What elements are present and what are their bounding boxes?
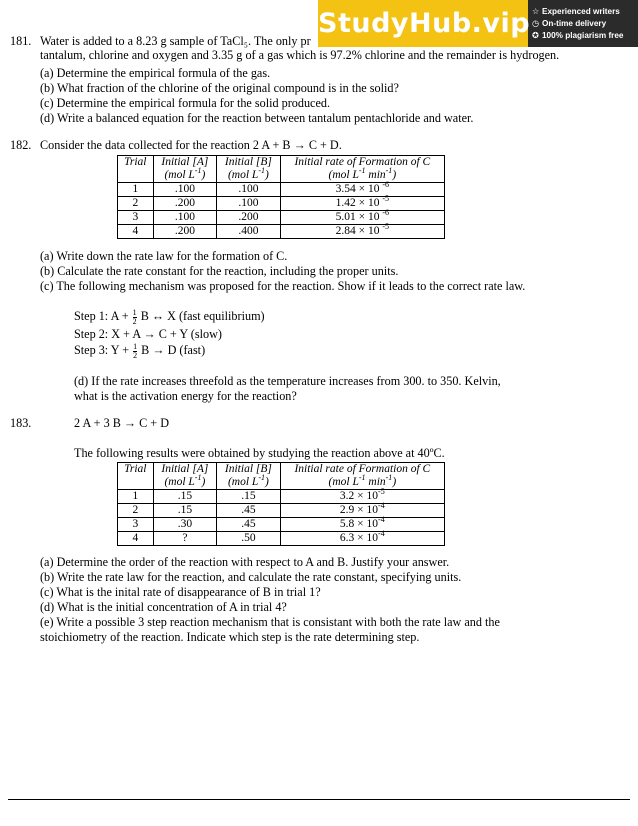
feature-list (532, 6, 623, 42)
q181-line2: tantalum, chlorine and oxygen and 3.35 g of a gas which is 97.2% chlorine and the remainder is hydrogen. (40, 48, 560, 62)
q181-line1: Water is added to a 8.23 g sample of TaCl₅. The only pr (40, 34, 311, 48)
col-initial-a: Initial [A] (153, 463, 217, 477)
col-rate: Initial rate of Formation of C (280, 463, 444, 477)
q182-part-c: (c) The following mechanism was proposed for the reaction. Show if it leads to the correct rate law. (40, 279, 526, 293)
col-initial-a: Initial [A] (153, 156, 217, 170)
q183-part-d: (d) What is the initial concentration of A in trial 4? (40, 600, 287, 614)
mechanism-step-3: Step 3: Y + $\frac{1}{2}$ B → D (fast) (74, 342, 206, 360)
q183-part-e-line2: stoichiometry of the reaction. Indicate which step is the rate determining step. (40, 630, 420, 644)
col-trial-unit (118, 476, 154, 490)
col-trial: Trial (118, 156, 154, 170)
table-row: 3 .30 .45 $5.8 \times 10^{-4}$ (118, 518, 445, 532)
q182-part-d-line2: what is the activation energy for the reaction? (74, 389, 297, 403)
q182-data-table (117, 155, 445, 239)
table-row: 4 .200 .400 2.84 × 10 $^{-5}$ (118, 225, 445, 239)
q182-part-a: (a) Write down the rate law for the formation of C. (40, 249, 288, 263)
table-row: 2 .200 .100 1.42 × 10 $^{-5}$ (118, 197, 445, 211)
col-initial-b-unit: (mol $L^{-1}$) (217, 169, 281, 183)
q182-intro: Consider the data collected for the reaction 2 A + B → C + D. (40, 138, 342, 152)
table-row: 1 .15 .15 $3.2 \times 10^{-5}$ (118, 490, 445, 504)
table-row: 1 .100 .100 3.54 × 10 $^{-6}$ (118, 183, 445, 197)
q183-intro: The following results were obtained by studying the reaction above at 40ºC. (74, 446, 445, 460)
table-row: 4 ? .50 $6.3 \times 10^{-4}$ (118, 532, 445, 546)
mechanism-step-1: Step 1: A + $\frac{1}{2}$ B ↔ X (fast equilibrium) (74, 308, 265, 326)
q182-part-d-line1: (d) If the rate increases threefold as the temperature increases from 300. to 350. Kelvin, (74, 374, 501, 388)
q181-part-b: (b) What fraction of the chlorine of the original compound is in the solid? (40, 81, 399, 95)
q182-part-b: (b) Calculate the rate constant for the reaction, including the proper units. (40, 264, 399, 278)
q183-part-a: (a) Determine the order of the reaction with respect to A and B. Justify your answer. (40, 555, 450, 569)
q181-part-a: (a) Determine the empirical formula of the gas. (40, 66, 271, 80)
col-initial-b-unit: (mol $L^{-1}$) (217, 476, 281, 490)
feature-delivery: ◷ On-time delivery (532, 19, 607, 28)
q183-part-e-line1: (e) Write a possible 3 step reaction mechanism that is consistant with both the rate law and the (40, 615, 500, 629)
studyhub-banner[interactable] (318, 0, 638, 47)
star-icon: ☆ (532, 7, 540, 16)
studyhub-logo[interactable]: StudyHub.vip (318, 0, 528, 47)
feature-plagiarism: ✪ 100% plagiarism free (532, 31, 624, 40)
q182-number: 182. (10, 138, 32, 152)
col-initial-b: Initial [B] (217, 463, 281, 477)
fraction-half: $\frac{1}{2}$ (132, 308, 137, 326)
col-rate-unit: (mol $L^{-1}$ $\min^{-1}$) (280, 476, 444, 490)
q181-part-d: (d) Write a balanced equation for the reaction between tantalum pentachloride and water. (40, 111, 474, 125)
page-footer-rule (8, 799, 630, 800)
col-trial-unit (118, 169, 154, 183)
q181-part-c: (c) Determine the empirical formula for the solid produced. (40, 96, 331, 110)
q183-number: 183. (10, 416, 32, 430)
q181-number: 181. (10, 34, 32, 48)
feature-experienced: ☆ Experienced writers (532, 7, 620, 16)
q183-part-b: (b) Write the rate law for the reaction, and calculate the rate constant, specifying units. (40, 570, 462, 584)
q183-part-c: (c) What is the inital rate of disappearance of B in trial 1? (40, 585, 321, 599)
table-row: 2 .15 .45 $2.9 \times 10^{-4}$ (118, 504, 445, 518)
fraction-half: $\frac{1}{2}$ (133, 342, 138, 360)
col-trial: Trial (118, 463, 154, 477)
q183-equation: 2 A + 3 B → C + D (74, 416, 170, 430)
col-initial-b: Initial [B] (217, 156, 281, 170)
col-initial-a-unit: (mol $L^{-1}$) (153, 476, 217, 490)
table-row: 3 .100 .200 5.01 × 10 $^{-6}$ (118, 211, 445, 225)
clock-icon: ◷ (532, 19, 540, 28)
col-rate-unit: (mol $L^{-1}$ $\min^{-1}$) (280, 169, 444, 183)
badge-icon: ✪ (532, 31, 539, 40)
mechanism-step-2: Step 2: X + A → C + Y (slow) (74, 327, 222, 341)
col-initial-a-unit: (mol $L^{-1}$) (153, 169, 217, 183)
q183-data-table (117, 462, 445, 546)
col-rate: Initial rate of Formation of C (280, 156, 444, 170)
